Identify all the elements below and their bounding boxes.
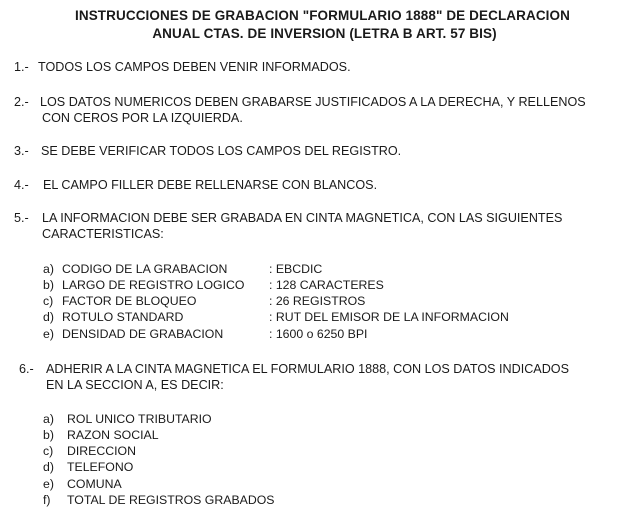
item-number: 1.- <box>14 60 29 74</box>
row-letter: e) <box>43 477 54 491</box>
row-letter: c) <box>43 444 54 458</box>
row-letter: c) <box>43 294 54 308</box>
row-label: ROTULO STANDARD <box>62 310 184 324</box>
item-text: EL CAMPO FILLER DEBE RELLENARSE CON BLANCOS. <box>43 178 378 192</box>
row-value: : 128 CARACTERES <box>269 278 384 292</box>
item-number: 3.- <box>14 144 29 158</box>
row-letter: d) <box>43 310 54 324</box>
item-text: LOS DATOS NUMERICOS DEBEN GRABARSE JUSTIFICADOS A LA DERECHA, Y RELLENOS <box>40 95 586 109</box>
row-letter: a) <box>43 412 54 426</box>
item-number: 5.- <box>14 211 29 225</box>
row-letter: f) <box>43 493 51 507</box>
item-text: ADHERIR A LA CINTA MAGNETICA EL FORMULARIO 1888, CON LOS DATOS INDICADOS <box>46 362 570 376</box>
row-value: : RUT DEL EMISOR DE LA INFORMACION <box>269 310 509 324</box>
row-label: DENSIDAD DE GRABACION <box>62 327 224 341</box>
item-number: 6.- <box>19 362 34 376</box>
item-text: SE DEBE VERIFICAR TODOS LOS CAMPOS DEL REGISTRO. <box>41 144 402 158</box>
row-label: DIRECCION <box>67 444 137 458</box>
row-value: : EBCDIC <box>269 262 323 276</box>
row-letter: d) <box>43 460 54 474</box>
row-letter: e) <box>43 327 54 341</box>
row-label: FACTOR DE BLOQUEO <box>62 294 197 308</box>
title-line-1: INSTRUCCIONES DE GRABACION "FORMULARIO 1888" DE DECLARACION <box>75 8 570 23</box>
item-text-continued: CON CEROS POR LA IZQUIERDA. <box>42 111 243 125</box>
row-value: : 1600 o 6250 BPI <box>269 327 368 341</box>
title-line-2: ANUAL CTAS. DE INVERSION (LETRA B ART. 57 BIS) <box>152 26 497 41</box>
row-label: TELEFONO <box>67 460 134 474</box>
item-number: 4.- <box>14 178 29 192</box>
row-label: LARGO DE REGISTRO LOGICO <box>62 278 245 292</box>
row-label: TOTAL DE REGISTROS GRABADOS <box>67 493 275 507</box>
row-letter: b) <box>43 278 54 292</box>
row-label: CODIGO DE LA GRABACION <box>62 262 228 276</box>
row-label: ROL UNICO TRIBUTARIO <box>67 412 212 426</box>
item-number: 2.- <box>14 95 29 109</box>
item-text-continued: CARACTERISTICAS: <box>42 227 164 241</box>
item-text-continued: EN LA SECCION A, ES DECIR: <box>46 378 224 392</box>
item-text: TODOS LOS CAMPOS DEBEN VENIR INFORMADOS. <box>38 60 351 74</box>
row-label: RAZON SOCIAL <box>67 428 159 442</box>
row-letter: a) <box>43 262 54 276</box>
row-value: : 26 REGISTROS <box>269 294 366 308</box>
row-label: COMUNA <box>67 477 122 491</box>
row-letter: b) <box>43 428 54 442</box>
item-text: LA INFORMACION DEBE SER GRABADA EN CINTA MAGNETICA, CON LAS SIGUIENTES <box>42 211 563 225</box>
